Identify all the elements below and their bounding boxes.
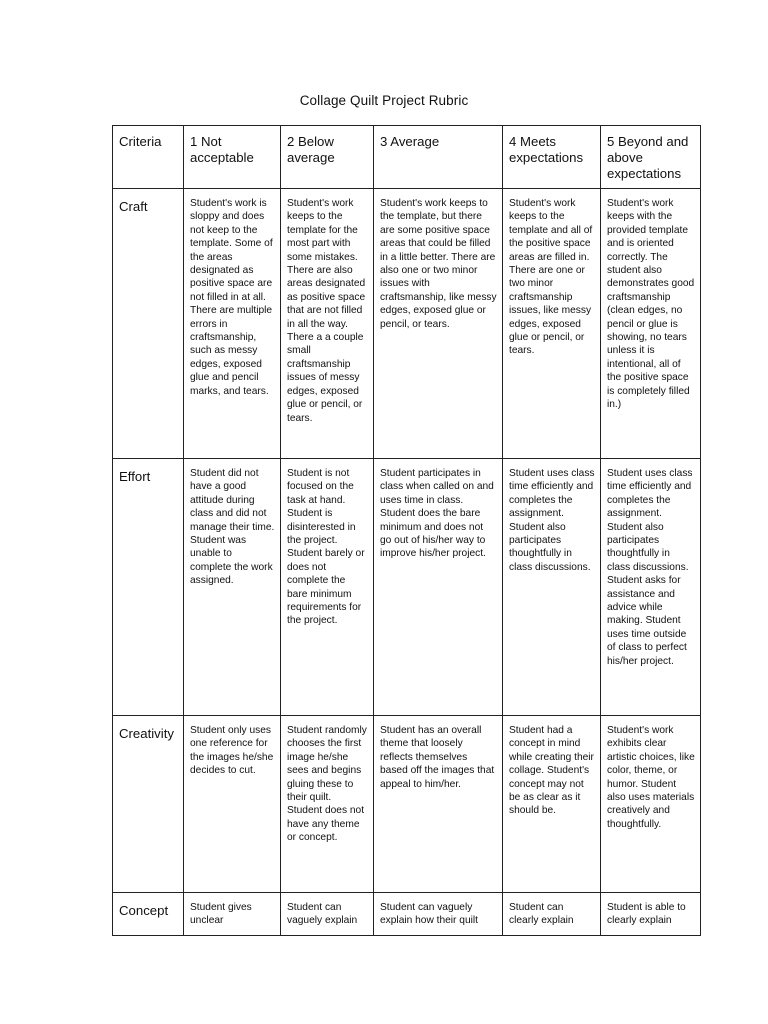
criterion-label: Craft xyxy=(113,189,184,459)
table-row-concept xyxy=(113,893,701,936)
rubric-cell: Student had a concept in mind while creating their collage. Student's concept may not be as clear as it should be. xyxy=(503,716,601,893)
rubric-cell: Student's work keeps to the template, but there are some positive space areas that could be filled in a little better. There are also one or two minor issues with craftsmanship, like messy edges, exposed glue or pencil, or tears. xyxy=(374,189,503,459)
rubric-cell: Student can vaguely explain how their quilt xyxy=(374,893,503,936)
rubric-cell: Student's work exhibits clear artistic choices, like color, theme, or humor. Student also uses materials creatively and thoughtfully. xyxy=(601,716,701,893)
rubric-cell: Student is able to clearly explain xyxy=(601,893,701,936)
header-level-3: 3 Average xyxy=(374,126,503,189)
criterion-label: Concept xyxy=(113,893,184,936)
table-row-creativity xyxy=(113,716,701,893)
header-level-4: 4 Meets expectations xyxy=(503,126,601,189)
rubric-cell: Student only uses one reference for the images he/she decides to cut. xyxy=(184,716,281,893)
table-row-effort xyxy=(113,459,701,716)
rubric-cell: Student's work keeps to the template for the most part with some mistakes. There are also areas designated as positive space that are not filled in all the way. There a a couple small craftsmanship issues of messy edges, exposed glue or pencil, or tears. xyxy=(281,189,374,459)
rubric-cell: Student uses class time efficiently and completes the assignment. Student also participates thoughtfully in class discussions. Student asks for assistance and advice while making. Student uses time outside of class to perfect his/her project. xyxy=(601,459,701,716)
rubric-cell: Student is not focused on the task at hand. Student is disinterested in the project. Student barely or does not complete the bare minimum requirements for the project. xyxy=(281,459,374,716)
rubric-cell: Student can vaguely explain xyxy=(281,893,374,936)
rubric-cell: Student did not have a good attitude during class and did not manage their time. Student was unable to complete the work assigned. xyxy=(184,459,281,716)
rubric-cell: Student's work keeps with the provided template and is oriented correctly. The student also demonstrates good craftsmanship (clean edges, no pencil or glue is showing, no tears unless it is intentional, all of the positive space is completely filled in.) xyxy=(601,189,701,459)
rubric-table xyxy=(112,125,701,936)
rubric-cell: Student gives unclear xyxy=(184,893,281,936)
rubric-cell: Student can clearly explain xyxy=(503,893,601,936)
rubric-cell: Student participates in class when called on and uses time in class. Student does the bare minimum and does not go out of his/her way to improve his/her project. xyxy=(374,459,503,716)
rubric-cell: Student's work keeps to the template and all of the positive space areas are filled in. There are one or two minor craftsmanship issues, like messy edges, exposed glue or pencil, or tears. xyxy=(503,189,601,459)
header-level-2: 2 Below average xyxy=(281,126,374,189)
criterion-label: Creativity xyxy=(113,716,184,893)
table-row-craft xyxy=(113,189,701,459)
criterion-label: Effort xyxy=(113,459,184,716)
rubric-cell: Student has an overall theme that loosely reflects themselves based off the images that appeal to him/her. xyxy=(374,716,503,893)
document-title: Collage Quilt Project Rubric xyxy=(299,93,469,108)
header-criteria: Criteria xyxy=(113,126,184,189)
rubric-cell: Student's work is sloppy and does not keep to the template. Some of the areas designated as positive space are not filled in at all. There are multiple errors in craftsmanship, such as messy edges, exposed glue and pencil marks, and tears. xyxy=(184,189,281,459)
rubric-cell: Student randomly chooses the first image he/she sees and begins gluing these to their quilt. Student does not have any theme or concept. xyxy=(281,716,374,893)
header-level-5: 5 Beyond and above expectations xyxy=(601,126,701,189)
rubric-cell: Student uses class time efficiently and completes the assignment. Student also participates thoughtfully in class discussions. xyxy=(503,459,601,716)
header-row xyxy=(113,126,701,189)
header-level-1: 1 Not acceptable xyxy=(184,126,281,189)
